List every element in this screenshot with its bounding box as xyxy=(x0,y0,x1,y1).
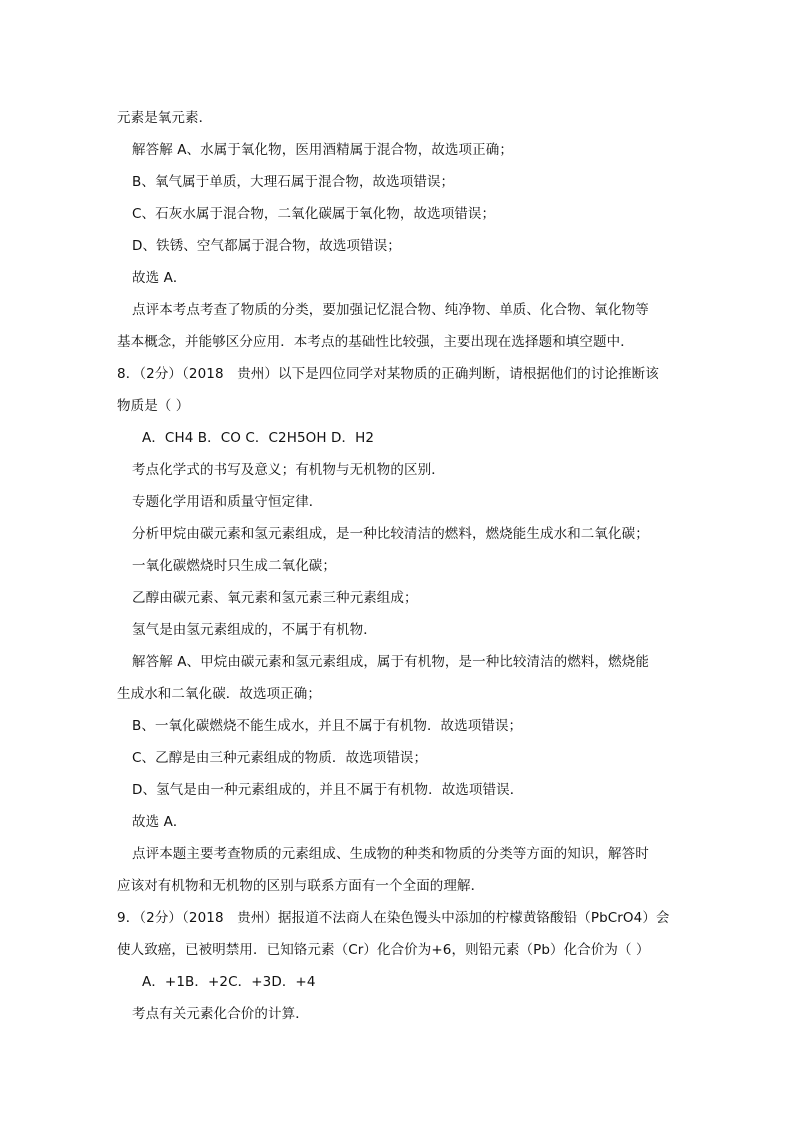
question-8-options: A．CH4 B．CO C．C2H5OH D．H2 xyxy=(142,430,375,446)
text-line: 基本概念，并能够区分应用．本考点的基础性比较强，主要出现在选择题和填空题中． xyxy=(117,334,634,350)
question-8-stem: 物质是（ ） xyxy=(117,398,190,414)
text-line: D、铁锈、空气都属于混合物，故选项错误； xyxy=(132,238,401,254)
text-line: 点评本考点考查了物质的分类，要加强记忆混合物、纯净物、单质、化合物、氧化物等 xyxy=(132,302,649,318)
text-line: D、氢气是由一种元素组成的，并且不属于有机物．故选项错误． xyxy=(132,782,524,798)
text-line: 专题化学用语和质量守恒定律． xyxy=(132,494,323,510)
text-line: 生成水和二氧化碳．故选项正确； xyxy=(117,686,321,702)
text-line: B、氧气属于单质，大理石属于混合物，故选项错误； xyxy=(132,174,455,190)
question-9-stem: 使人致癌，已被明禁用．已知铬元素（Cr）化合价为+6，则铅元素（Pb）化合价为（ ） xyxy=(117,942,650,958)
question-9-options: A．+1B．+2C．+3D．+4 xyxy=(142,974,316,990)
text-line: 考点化学式的书写及意义；有机物与无机物的区别． xyxy=(132,462,445,478)
text-line: B、一氧化碳燃烧不能生成水，并且不属于有机物．故选项错误； xyxy=(132,718,523,734)
question-8-stem: 8．（2分）（2018 贵州）以下是四位同学对某物质的正确判断，请根据他们的讨论推断该 xyxy=(117,366,659,382)
text-line: 氢气是由氢元素组成的，不属于有机物． xyxy=(132,622,377,638)
text-line: 一氧化碳燃烧时只生成二氧化碳； xyxy=(132,558,336,574)
text-line: 乙醇由碳元素、氧元素和氢元素三种元素组成； xyxy=(132,590,418,606)
text-line: 解答解 A、水属于氧化物，医用酒精属于混合物，故选项正确； xyxy=(132,142,513,158)
text-line: 故选 A． xyxy=(132,270,187,286)
text-line: 应该对有机物和无机物的区别与联系方面有一个全面的理解． xyxy=(117,878,485,894)
text-line: 解答解 A、甲烷由碳元素和氢元素组成，属于有机物，是一种比较清洁的燃料，燃烧能 xyxy=(132,654,649,670)
text-line: 分析甲烷由碳元素和氢元素组成，是一种比较清洁的燃料，燃烧能生成水和二氧化碳； xyxy=(132,526,649,542)
text-line: 故选 A． xyxy=(132,814,187,830)
text-line: 元素是氧元素． xyxy=(117,110,213,126)
question-9-stem: 9．（2分）（2018 贵州）据报道不法商人在染色馒头中添加的柠檬黄铬酸铅（PbCrO4）会 xyxy=(117,910,670,926)
text-line: C、石灰水属于混合物，二氧化碳属于氧化物，故选项错误； xyxy=(132,206,496,222)
text-line: 考点有关元素化合价的计算． xyxy=(132,1006,309,1022)
text-line: C、乙醇是由三种元素组成的物质．故选项错误； xyxy=(132,750,428,766)
text-line: 点评本题主要考查物质的元素组成、生成物的种类和物质的分类等方面的知识，解答时 xyxy=(132,846,649,862)
